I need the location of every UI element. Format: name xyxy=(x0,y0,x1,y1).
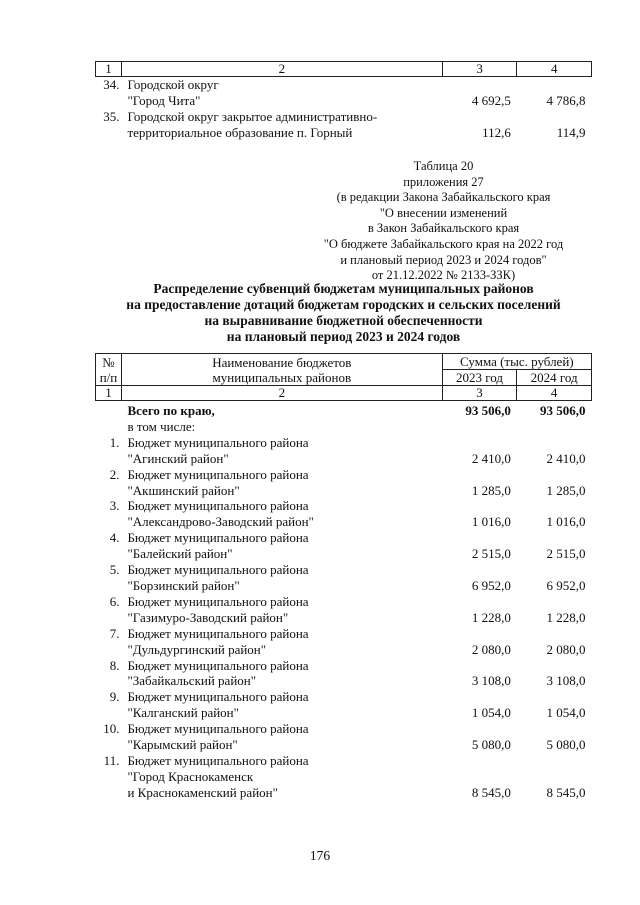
value-2023: 1 285,0 xyxy=(471,482,511,498)
header-2024: 2024 год xyxy=(517,370,592,386)
row-name xyxy=(121,721,442,753)
row-name xyxy=(121,77,442,110)
row-name-line: Городской округ xyxy=(127,77,219,92)
row-name-line: "Акшинский район" xyxy=(127,482,240,498)
row-name xyxy=(121,562,442,594)
row-name-line: "Город Краснокаменск xyxy=(127,768,254,784)
row-name-line: и Краснокаменский район" xyxy=(127,784,278,800)
table-row xyxy=(96,109,592,141)
value-2023: 1 228,0 xyxy=(471,609,511,625)
value-2024: 3 108,0 xyxy=(546,673,586,689)
row-name-line: "Борзинский район" xyxy=(127,577,240,593)
value-2023: 2 515,0 xyxy=(471,546,511,562)
value-2023: 6 952,0 xyxy=(471,577,511,593)
table-row xyxy=(96,562,592,594)
column-number: 1 xyxy=(96,62,122,77)
row-name-line: "Карымский район" xyxy=(127,737,238,753)
header-2023: 2023 год xyxy=(442,370,517,386)
column-number: 1 xyxy=(96,386,122,401)
appendix-line: от 21.12.2022 № 2133-ЗЗК) xyxy=(371,268,516,283)
appendix-line: "О бюджете Забайкальского края на 2022 год xyxy=(323,236,564,251)
value-2023: 112,6 xyxy=(482,125,511,140)
value-2024: 1 228,0 xyxy=(546,609,586,625)
value-2023: 4 692,5 xyxy=(471,93,511,108)
row-name-line: "Город Чита" xyxy=(127,93,201,108)
including-label: в том числе: xyxy=(127,418,196,434)
title-line: на плановый период 2023 и 2024 годов xyxy=(226,329,461,344)
header-name-line: Наименование бюджетов xyxy=(212,354,352,370)
row-name-line: "Дульдургинский район" xyxy=(127,641,267,657)
header-number-line: п/п xyxy=(99,369,118,385)
row-name-line: Бюджет муниципального района xyxy=(127,562,309,578)
row-name-line: Бюджет муниципального района xyxy=(127,593,309,609)
table-title xyxy=(95,281,592,345)
row-name-line: Бюджет муниципального района xyxy=(127,498,309,514)
column-number: 4 xyxy=(517,386,592,401)
title-line: на предоставление дотаций бюджетам городских и сельских поселений xyxy=(126,297,561,312)
value-2024: 6 952,0 xyxy=(546,577,586,593)
value-2023: 2 080,0 xyxy=(471,641,511,657)
value-2023: 1 016,0 xyxy=(471,514,511,530)
value-2023: 3 108,0 xyxy=(471,673,511,689)
column-number: 3 xyxy=(442,62,517,77)
row-name xyxy=(121,530,442,562)
table-row xyxy=(96,435,592,467)
row-name-line: Бюджет муниципального района xyxy=(127,434,309,450)
row-name-line: "Газимуро-Заводский район" xyxy=(127,609,289,625)
table-row xyxy=(96,77,592,110)
row-name-line: Бюджет муниципального района xyxy=(127,721,309,737)
table-row xyxy=(96,467,592,499)
table-row xyxy=(96,689,592,721)
row-number: 5. xyxy=(109,562,120,578)
appendix-reference xyxy=(316,159,571,284)
header-sum: Сумма (тыс. рублей) xyxy=(442,354,591,370)
total-2023: 93 506,0 xyxy=(465,403,511,418)
row-name-line: Бюджет муниципального района xyxy=(127,752,309,768)
header-number xyxy=(96,354,122,386)
value-2024: 114,9 xyxy=(556,125,586,140)
header-name xyxy=(121,354,442,386)
row-number: 10. xyxy=(103,721,120,737)
row-number: 35. xyxy=(103,109,120,124)
value-2024: 2 515,0 xyxy=(546,546,586,562)
table-row xyxy=(96,658,592,690)
row-name xyxy=(121,435,442,467)
header-row xyxy=(96,354,592,370)
value-2024: 4 786,8 xyxy=(546,93,586,108)
appendix-line: приложения 27 xyxy=(403,174,484,189)
row-name-line: "Александрово-Заводский район" xyxy=(127,514,314,530)
table-row xyxy=(96,626,592,658)
row-name xyxy=(121,594,442,626)
column-number: 3 xyxy=(442,386,517,401)
row-name xyxy=(121,658,442,690)
row-number: 9. xyxy=(109,689,120,705)
page-number: 176 xyxy=(309,848,331,863)
table-row xyxy=(96,498,592,530)
row-name-line: "Забайкальский район" xyxy=(127,673,257,689)
row-name xyxy=(121,467,442,499)
row-name xyxy=(121,498,442,530)
row-number: 34. xyxy=(103,77,120,92)
subventions-table xyxy=(95,353,592,801)
value-2024: 5 080,0 xyxy=(546,737,586,753)
row-name xyxy=(121,109,442,141)
title-line: Распределение субвенций бюджетам муниципальных районов xyxy=(153,281,534,296)
table-row xyxy=(96,594,592,626)
previous-table-continuation xyxy=(95,61,592,141)
column-number: 4 xyxy=(517,62,592,77)
including-row xyxy=(96,419,592,435)
appendix-line: в Закон Забайкальского края xyxy=(367,221,520,236)
appendix-line: "О внесении изменений xyxy=(379,205,508,220)
value-2024: 2 410,0 xyxy=(546,450,586,466)
row-name-line: Бюджет муниципального района xyxy=(127,689,309,705)
total-label: Всего по краю, xyxy=(127,403,215,418)
table-row xyxy=(96,721,592,753)
value-2023: 5 080,0 xyxy=(471,737,511,753)
row-name xyxy=(121,626,442,658)
row-name-line: Городской округ закрытое административно- xyxy=(127,109,378,124)
table-row xyxy=(96,753,592,801)
value-2023: 2 410,0 xyxy=(471,450,511,466)
row-name-line: "Агинский район" xyxy=(127,450,229,466)
row-number: 4. xyxy=(109,530,120,546)
value-2024: 1 054,0 xyxy=(546,705,586,721)
column-number-row xyxy=(96,386,592,401)
column-number-row xyxy=(96,62,592,77)
value-2023: 8 545,0 xyxy=(471,784,511,800)
value-2024: 8 545,0 xyxy=(546,784,586,800)
column-number: 2 xyxy=(121,62,442,77)
table-row xyxy=(96,530,592,562)
row-name-line: "Балейский район" xyxy=(127,546,233,562)
value-2023: 1 054,0 xyxy=(471,705,511,721)
row-number: 8. xyxy=(109,657,120,673)
row-number: 7. xyxy=(109,625,120,641)
row-name xyxy=(121,689,442,721)
total-2024: 93 506,0 xyxy=(540,403,586,418)
row-name-line: Бюджет муниципального района xyxy=(127,466,309,482)
appendix-line: Таблица 20 xyxy=(413,159,474,173)
row-name-line: Бюджет муниципального района xyxy=(127,657,309,673)
header-number-line: № xyxy=(102,354,115,370)
appendix-line: (в редакции Закона Забайкальского края xyxy=(336,190,551,205)
row-number: 3. xyxy=(109,498,120,514)
value-2024: 1 016,0 xyxy=(546,514,586,530)
row-number: 1. xyxy=(109,434,120,450)
row-name xyxy=(121,753,442,801)
row-name-line: территориальное образование п. Горный xyxy=(127,125,353,140)
title-line: на выравнивание бюджетной обеспеченности xyxy=(204,313,483,328)
appendix-line: и плановый период 2023 и 2024 годов" xyxy=(340,252,547,267)
column-number: 2 xyxy=(121,386,442,401)
total-row xyxy=(96,401,592,419)
row-number: 2. xyxy=(109,466,120,482)
row-number: 6. xyxy=(109,593,120,609)
value-2024: 1 285,0 xyxy=(546,482,586,498)
value-2024: 2 080,0 xyxy=(546,641,586,657)
row-number: 11. xyxy=(103,752,120,768)
row-name-line: "Калганский район" xyxy=(127,705,239,721)
header-name-line: муниципальных районов xyxy=(212,369,352,385)
row-name-line: Бюджет муниципального района xyxy=(127,530,309,546)
row-name-line: Бюджет муниципального района xyxy=(127,625,309,641)
